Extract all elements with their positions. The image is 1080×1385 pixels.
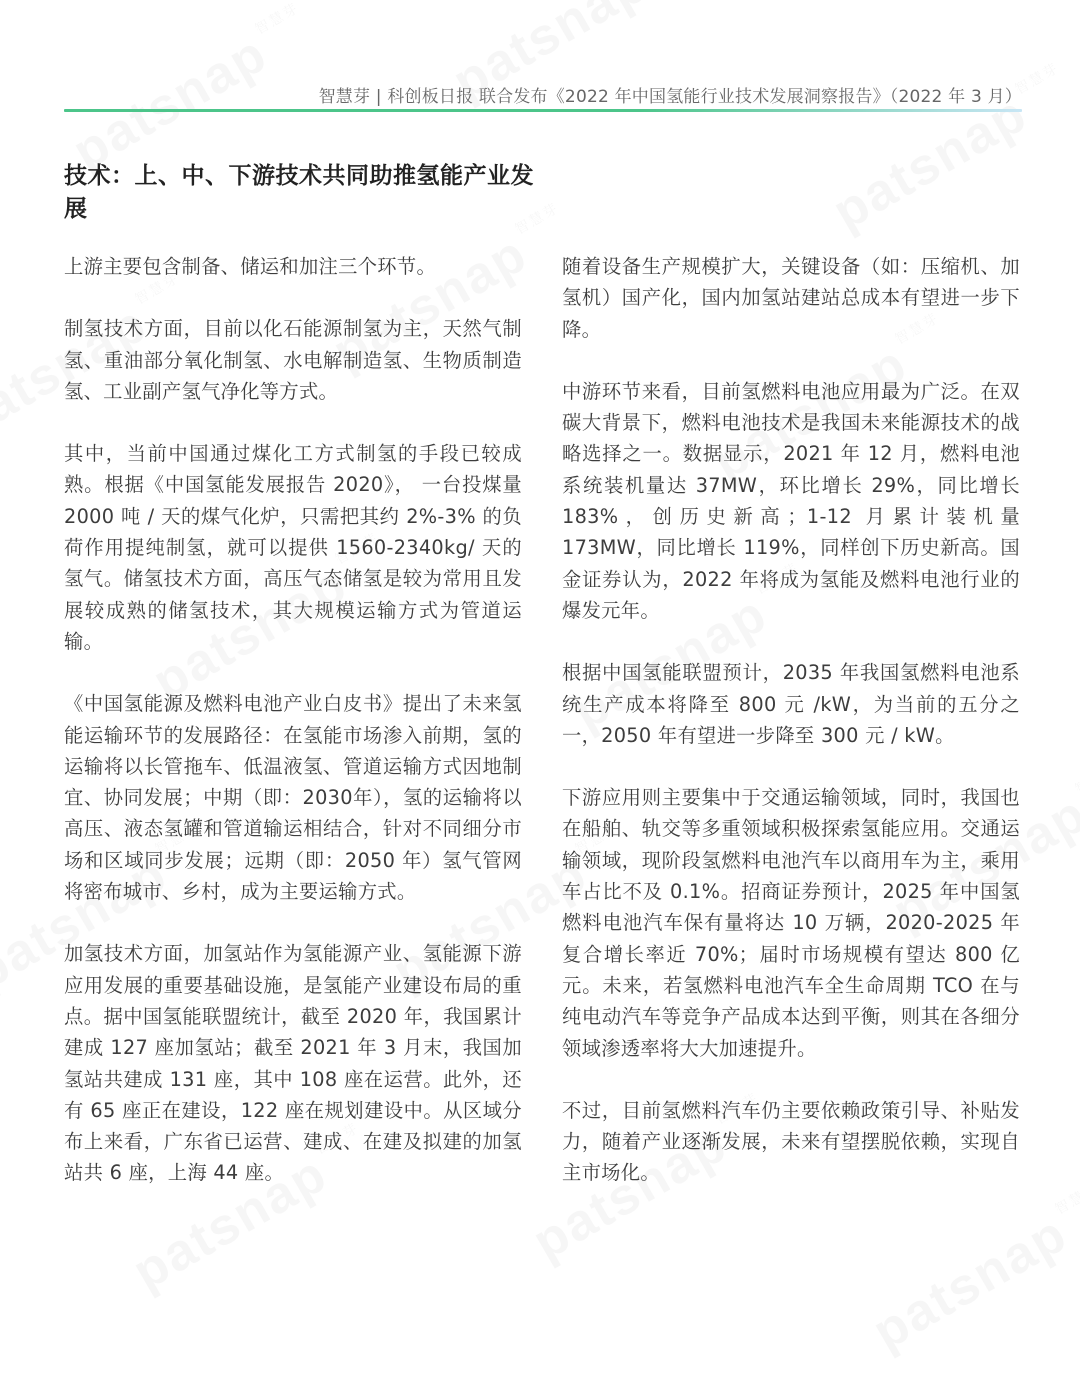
right-column <box>562 251 1020 1189</box>
paragraph: 上游主要包含制备、储运和加注三个环节。 <box>64 255 437 278</box>
paragraph: 其中，当前中国通过煤化工方式制氢的手段已较成熟。根据《中国氢能发展报告 2020》， 一台投煤量 2000 吨 / 天的煤气化炉，只需把其约 2%-3% 的负荷作用提纯制氢，就可以提供 1560-2340kg/ 天的氢气。储氢技术方面，高压气态储氢是较为常用且发展较成熟的储氢技术，其大规模运输方式为管道运输。 <box>64 442 522 653</box>
header-rule <box>64 109 1022 112</box>
section-title: 技术：上、中、下游技术共同助推氢能产业发展 <box>64 163 534 222</box>
paragraph: 《中国氢能源及燃料电池产业白皮书》提出了未来氢能运输环节的发展路径：在氢能市场渗入前期，氢的运输将以长管拖车、低温液氢、管道运输方式因地制宜、协同发展；中期（即：2030年），氢的运输将以高压、液态氢罐和管道输运相结合，针对不同细分市场和区域同步发展；远期（即：2050 年）氢气管网将密布城市、乡村，成为主要运输方式。 <box>64 692 522 904</box>
paragraph: 随着设备生产规模扩大，关键设备（如：压缩机、加氢机）国产化，国内加氢站建站总成本有望进一步下降。 <box>562 255 1020 341</box>
left-column <box>64 251 522 1189</box>
header-text: 智慧芽 | 科创板日报 联合发布《2022 年中国氢能行业技术发展洞察报告》（2022 年 3 月） <box>318 87 1022 107</box>
watermark <box>863 1178 1080 1363</box>
paragraph: 制氢技术方面，目前以化石能源制氢为主，天然气制氢、重油部分氧化制氢、水电解制造氢、生物质制造氢、工业副产氢气净化等方式。 <box>64 317 522 403</box>
paragraph: 下游应用则主要集中于交通运输领域，同时，我国也在船舶、轨交等多重领域积极探索氢能应用。交通运输领域，现阶段氢燃料电池汽车以商用车为主，乘用车占比不及 0.1%。招商证券预计，2025 年中国氢燃料电池汽车保有量将达 10 万辆，2020-2025 年复合增长率近 70%；届时市场规模有望达 800 亿元。未来，若氢燃料电池汽车全生命周期 TCO 在与纯电动汽车等竞争产品成本达到平衡，则其在各细分领域渗透率将大大加速提升。 <box>562 786 1020 1060</box>
paragraph: 根据中国氢能联盟预计，2035 年我国氢燃料电池系统生产成本将降至 800 元 /kW，为当前的五分之一，2050 年有望进一步降至 300 元 / kW。 <box>562 661 1020 747</box>
paragraph: 不过，目前氢燃料汽车仍主要依赖政策引导、补贴发力，随着产业逐渐发展，未来有望摆脱依赖，实现自主市场化。 <box>562 1098 1020 1185</box>
page-header <box>64 82 1022 112</box>
paragraph: 加氢技术方面，加氢站作为氢能源产业、氢能源下游应用发展的重要基础设施，是氢能产业建设布局的重点。据中国氢能联盟统计，截至 2020 年，我国累计建成 127 座加氢站；截至 2021 年 3 月末，我国加氢站共建成 131 座，其中 108 座在运营。此外，还有 65 座正在建设，122 座在规划建设中。从区域分布上来看，广东省已运营、建成、在建及拟建的加氢站共 6 座，上海 44 座。 <box>64 942 522 1185</box>
paragraph: 中游环节来看，目前氢燃料电池应用最为广泛。在双碳大背景下，燃料电池技术是我国未来能源技术的战略选择之一。数据显示，2021 年 12 月，燃料电池系统装机量达 37MW，环比增长 29%，同比增长 183%，创历史新高；1-12 月累计装机量 173MW，同比增长 119%，同样创下历史新高。国金证券认为，2022 年将成为氢能及燃料电池行业的爆发元年。 <box>562 379 1020 622</box>
